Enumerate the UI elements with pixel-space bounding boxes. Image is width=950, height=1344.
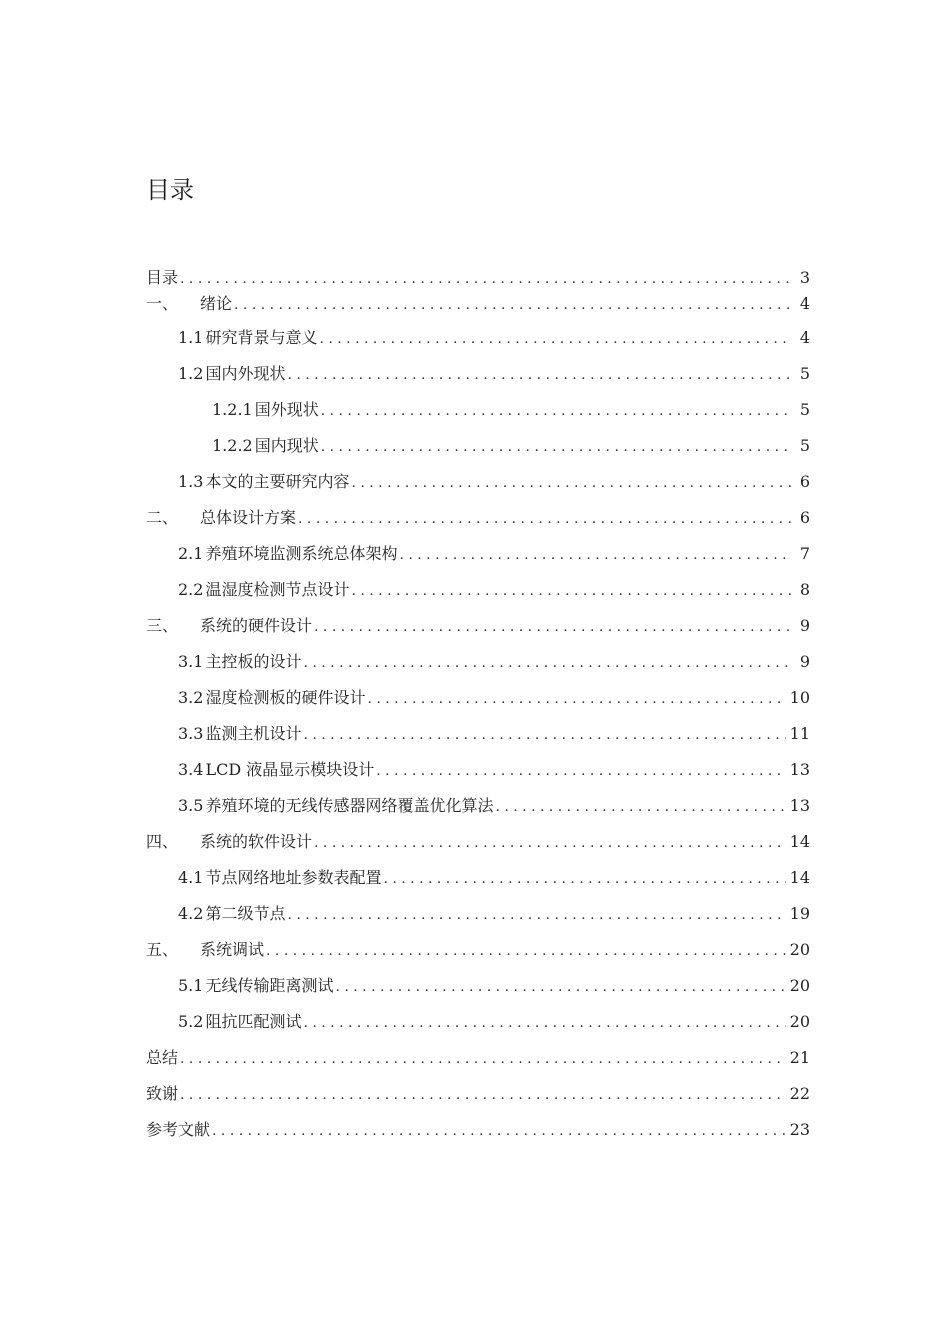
- toc-section-number: 3.4: [178, 760, 204, 779]
- toc-entry-title: 无线传输距离测试: [205, 976, 334, 995]
- toc-dot-leader: [180, 1044, 786, 1073]
- toc-entry-3-1[interactable]: [146, 648, 810, 684]
- toc-section-number: 5.2: [178, 1012, 204, 1031]
- toc-entry-title: 养殖环境的无线传感器网络覆盖优化算法: [205, 796, 494, 815]
- toc-entry-title: 养殖环境监测系统总体架构: [205, 544, 398, 563]
- toc-entry-acknowledgements[interactable]: [146, 1080, 810, 1116]
- toc-dot-leader: [399, 540, 792, 569]
- toc-dot-leader: [303, 648, 792, 677]
- toc-page-number: 6: [799, 472, 810, 491]
- toc-dot-leader: [314, 612, 792, 641]
- toc-page-number: 3: [799, 268, 810, 287]
- toc-entry-title: 目录: [146, 268, 179, 287]
- toc-entry-summary[interactable]: [146, 1044, 810, 1080]
- toc-entry-title: 国外现状: [254, 400, 319, 419]
- toc-dot-leader: [266, 936, 786, 965]
- toc-section-number: 2.2: [178, 580, 204, 599]
- toc-entry-3-3[interactable]: [146, 720, 810, 756]
- toc-page-number: 20: [789, 976, 810, 995]
- toc-page-number: 22: [789, 1084, 810, 1103]
- toc-entry-title: 主控板的设计: [205, 652, 302, 671]
- toc-entry-title: 参考文献: [146, 1120, 211, 1139]
- toc-page-number: 4: [799, 294, 810, 313]
- toc-page-number: 21: [789, 1048, 810, 1067]
- toc-section-number: 1.2.1: [212, 400, 253, 419]
- toc-section-number: 1.2.2: [212, 436, 253, 455]
- toc-page-number: 7: [799, 544, 810, 563]
- toc-dot-leader: [212, 1116, 786, 1145]
- toc-dot-leader: [335, 972, 785, 1001]
- toc-section-number: 2.1: [178, 544, 204, 563]
- toc-dot-leader: [376, 756, 785, 785]
- toc-page-number: 20: [789, 940, 810, 959]
- toc-entry-title: 总体设计方案: [200, 508, 297, 527]
- toc-entry-chapter-5[interactable]: [146, 936, 810, 972]
- toc-entry-title: 阻抗匹配测试: [205, 1012, 302, 1031]
- toc-entry-chapter-1[interactable]: [146, 290, 810, 324]
- toc-dot-leader: [287, 360, 792, 389]
- toc-page-number: 9: [799, 652, 810, 671]
- toc-entry-title: 温湿度检测节点设计: [205, 580, 350, 599]
- toc-dot-leader: [303, 1008, 785, 1037]
- toc-page-number: 14: [789, 868, 810, 887]
- toc-dot-leader: [303, 720, 785, 749]
- toc-entry-chapter-3[interactable]: [146, 612, 810, 648]
- toc-chapter-number: 五、: [146, 940, 179, 959]
- toc-entry-5-1[interactable]: [146, 972, 810, 1008]
- toc-dot-leader: [298, 504, 792, 533]
- toc-entry-title: 总结: [146, 1048, 179, 1067]
- toc-entry-1-2-1[interactable]: [146, 396, 810, 432]
- toc-entry-title: 节点网络地址参数表配置: [205, 868, 382, 887]
- toc-entry-4-1[interactable]: [146, 864, 810, 900]
- toc-entry-title: 本文的主要研究内容: [205, 472, 350, 491]
- toc-chapter-number: 一、: [146, 294, 179, 313]
- toc-entry-references[interactable]: [146, 1116, 810, 1152]
- toc-section-number: 1.1: [178, 328, 204, 347]
- toc-entry-5-2[interactable]: [146, 1008, 810, 1044]
- toc-dot-leader: [351, 576, 792, 605]
- toc-entry-title: 致谢: [146, 1084, 179, 1103]
- toc-dot-leader: [383, 864, 785, 893]
- toc-dot-leader: [180, 1080, 786, 1109]
- toc-page-number: 5: [799, 400, 810, 419]
- toc-entry-4-2[interactable]: [146, 900, 810, 936]
- toc-entry-3-4[interactable]: [146, 756, 810, 792]
- toc-section-number: 4.1: [178, 868, 204, 887]
- toc-page-number: 6: [799, 508, 810, 527]
- toc-entry-title: 系统的硬件设计: [200, 616, 313, 635]
- toc-entry-title: 国内现状: [254, 436, 319, 455]
- toc-page-number: 14: [789, 832, 810, 851]
- toc-entry-title: 研究背景与意义: [205, 328, 318, 347]
- toc-page-number: 10: [789, 688, 810, 707]
- toc-page-number: 9: [799, 616, 810, 635]
- toc-entry-title: LCD 液晶显示模块设计: [205, 760, 375, 779]
- toc-section-number: 3.3: [178, 724, 204, 743]
- toc-entry-2-2[interactable]: [146, 576, 810, 612]
- toc-section-number: 3.1: [178, 652, 204, 671]
- toc-page-number: 20: [789, 1012, 810, 1031]
- toc-page-number: 23: [789, 1120, 810, 1139]
- page-title: 目录: [146, 176, 194, 204]
- toc-entry-title: 第二级节点: [205, 904, 286, 923]
- toc-section-number: 1.2: [178, 364, 204, 383]
- toc-dot-leader: [321, 396, 792, 425]
- toc-entry-title: 系统调试: [200, 940, 265, 959]
- toc-dot-leader: [234, 290, 792, 319]
- toc-page-number: 13: [789, 760, 810, 779]
- toc-dot-leader: [314, 828, 786, 857]
- toc-entry-chapter-2[interactable]: [146, 504, 810, 540]
- toc-section-number: 3.2: [178, 688, 204, 707]
- toc-entry-title: 国内外现状: [205, 364, 286, 383]
- toc-entry-2-1[interactable]: [146, 540, 810, 576]
- toc-chapter-number: 三、: [146, 616, 179, 635]
- toc-dot-leader: [287, 900, 785, 929]
- toc-chapter-number: 四、: [146, 832, 179, 851]
- toc-dot-leader: [321, 432, 792, 461]
- toc-page-number: 5: [799, 436, 810, 455]
- toc-entry-title: 系统的软件设计: [200, 832, 313, 851]
- toc-section-number: 3.5: [178, 796, 204, 815]
- toc-page-number: 11: [789, 724, 810, 743]
- table-of-contents: [146, 264, 810, 1152]
- toc-entry-3-2[interactable]: [146, 684, 810, 720]
- toc-entry-1-2[interactable]: [146, 360, 810, 396]
- toc-entry-chapter-4[interactable]: [146, 828, 810, 864]
- toc-dot-leader: [367, 684, 785, 713]
- toc-section-number: 1.3: [178, 472, 204, 491]
- toc-entry-title: 监测主机设计: [205, 724, 302, 743]
- toc-entry-1-1[interactable]: [146, 324, 810, 360]
- toc-page-number: 8: [799, 580, 810, 599]
- toc-page-number: 4: [799, 328, 810, 347]
- toc-entry-3-5[interactable]: [146, 792, 810, 828]
- toc-section-number: 4.2: [178, 904, 204, 923]
- toc-page-number: 5: [799, 364, 810, 383]
- toc-section-number: 5.1: [178, 976, 204, 995]
- toc-entry-1-3[interactable]: [146, 468, 810, 504]
- toc-dot-leader: [319, 324, 792, 353]
- toc-page-number: 19: [789, 904, 810, 923]
- toc-entry-title: 湿度检测板的硬件设计: [205, 688, 366, 707]
- toc-entry-1-2-2[interactable]: [146, 432, 810, 468]
- toc-dot-leader: [495, 792, 785, 821]
- toc-dot-leader: [351, 468, 792, 497]
- toc-chapter-number: 二、: [146, 508, 179, 527]
- toc-entry-contents[interactable]: [146, 264, 810, 290]
- toc-dot-leader: [180, 264, 792, 293]
- toc-page-number: 13: [789, 796, 810, 815]
- toc-entry-title: 绪论: [200, 294, 233, 313]
